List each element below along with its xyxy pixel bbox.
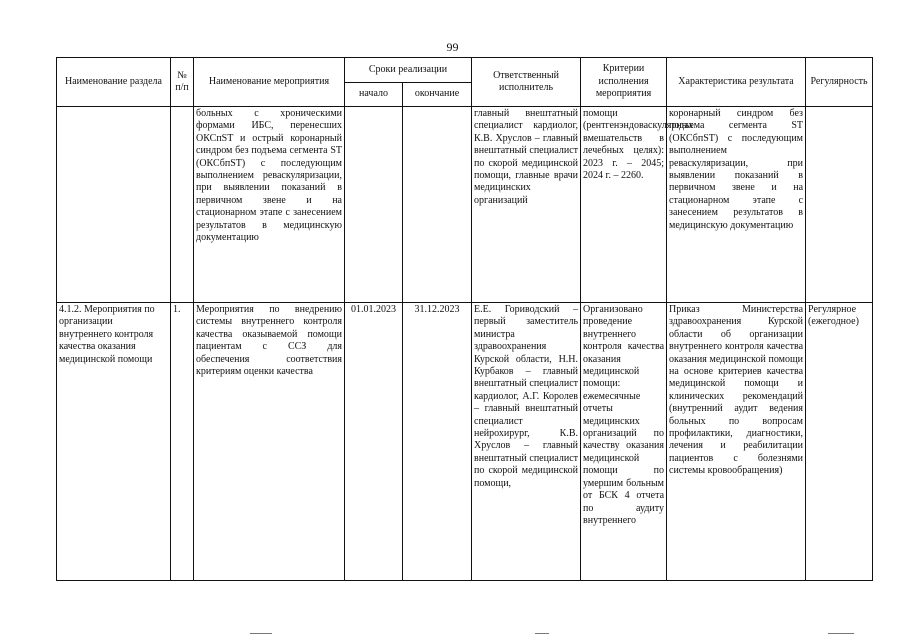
row1-event: больных с хроническими формами ИБС, перенесших ОКСпST и острый коронарный синдром без подъема сегмента ST (ОКСбпST) с последующим выполнением реваскуляризации, при выявлении показаний в первичном звене и на стационарном этапе с занесением результатов в медицинскую документацию — [194, 107, 345, 303]
header-section: Наименование раздела — [57, 58, 171, 107]
row2-start: 01.01.2023 — [345, 303, 403, 581]
row1-result: коронарный синдром без подъема сегмента ST (ОКСбпST) с последующим выполнением реваскуляризации, при выявлении показаний в первичном звене и на стационарном этапе с занесением результатов в медицинскую документацию — [667, 107, 806, 303]
row2-num: 1. — [171, 303, 194, 581]
row1-num — [171, 107, 194, 303]
row1-section — [57, 107, 171, 303]
row2-result: Приказ Министерства здравоохранения Курской области об организации внутреннего контроля качества оказания медицинской помощи на основе критериев качества медицинской помощи и клинических рекомендаций (внутренний аудит ведения больных по вопросам профилактики, диагностики, лечения и реабилитации пациентов с болезнями системы кровообращения) — [667, 303, 806, 581]
header-responsible: Ответственный исполнитель — [472, 58, 581, 107]
row1-regularity — [806, 107, 873, 303]
header-criteria: Критерии исполнения мероприятия — [581, 58, 667, 107]
table-row — [57, 303, 873, 581]
table-row — [57, 107, 873, 303]
header-event: Наименование мероприятия — [194, 58, 345, 107]
activities-table — [56, 57, 873, 581]
header-regularity: Регулярность — [806, 58, 873, 107]
scan-artifact — [250, 633, 272, 634]
row2-regularity: Регулярное (ежегодное) — [806, 303, 873, 581]
page-number: 99 — [446, 40, 459, 54]
row1-start — [345, 107, 403, 303]
row2-end: 31.12.2023 — [403, 303, 472, 581]
row2-criteria: Организовано проведение внутреннего контроля качества оказания медицинской помощи: ежемесячные отчеты медицинских организаций по качеству оказания медицинской помощи по умершим больным от БСК 4 отчета по аудиту внутреннего — [581, 303, 667, 581]
row1-criteria: помощи (рентгенэндоваскулярных вмешательств в лечебных целях): 2023 г. – 2045; 2024 г. – 2260. — [581, 107, 667, 303]
scan-artifact — [535, 633, 549, 634]
scan-artifact — [828, 633, 854, 634]
row1-end — [403, 107, 472, 303]
header-end: окончание — [403, 83, 472, 107]
header-result: Характеристика результата — [667, 58, 806, 107]
row2-section: 4.1.2. Мероприятия по организации внутреннего контроля качества оказания медицинской помощи — [57, 303, 171, 581]
header-period: Сроки реализации — [345, 58, 472, 83]
header-num: № п/п — [171, 58, 194, 107]
row2-event: Мероприятия по внедрению системы внутреннего контроля качества оказываемой помощи пациентам с ССЗ для обеспечения соответствия критериям оценки качества — [194, 303, 345, 581]
header-start: начало — [345, 83, 403, 107]
row2-responsible: Е.Е. Гориводский – первый заместитель министра здравоохранения Курской области, Н.Н. Курбаков – главный внештатный специалист кардиолог, А.Г. Королев – главный внештатный специалист нейрохирург, К.В. Хруслов – главный внештатный специалист по скорой медицинской помощи, — [472, 303, 581, 581]
row1-responsible: главный внештатный специалист кардиолог, К.В. Хруслов – главный внештатный специалист по скорой медицинской помощи, главные врачи медицинских организаций — [472, 107, 581, 303]
